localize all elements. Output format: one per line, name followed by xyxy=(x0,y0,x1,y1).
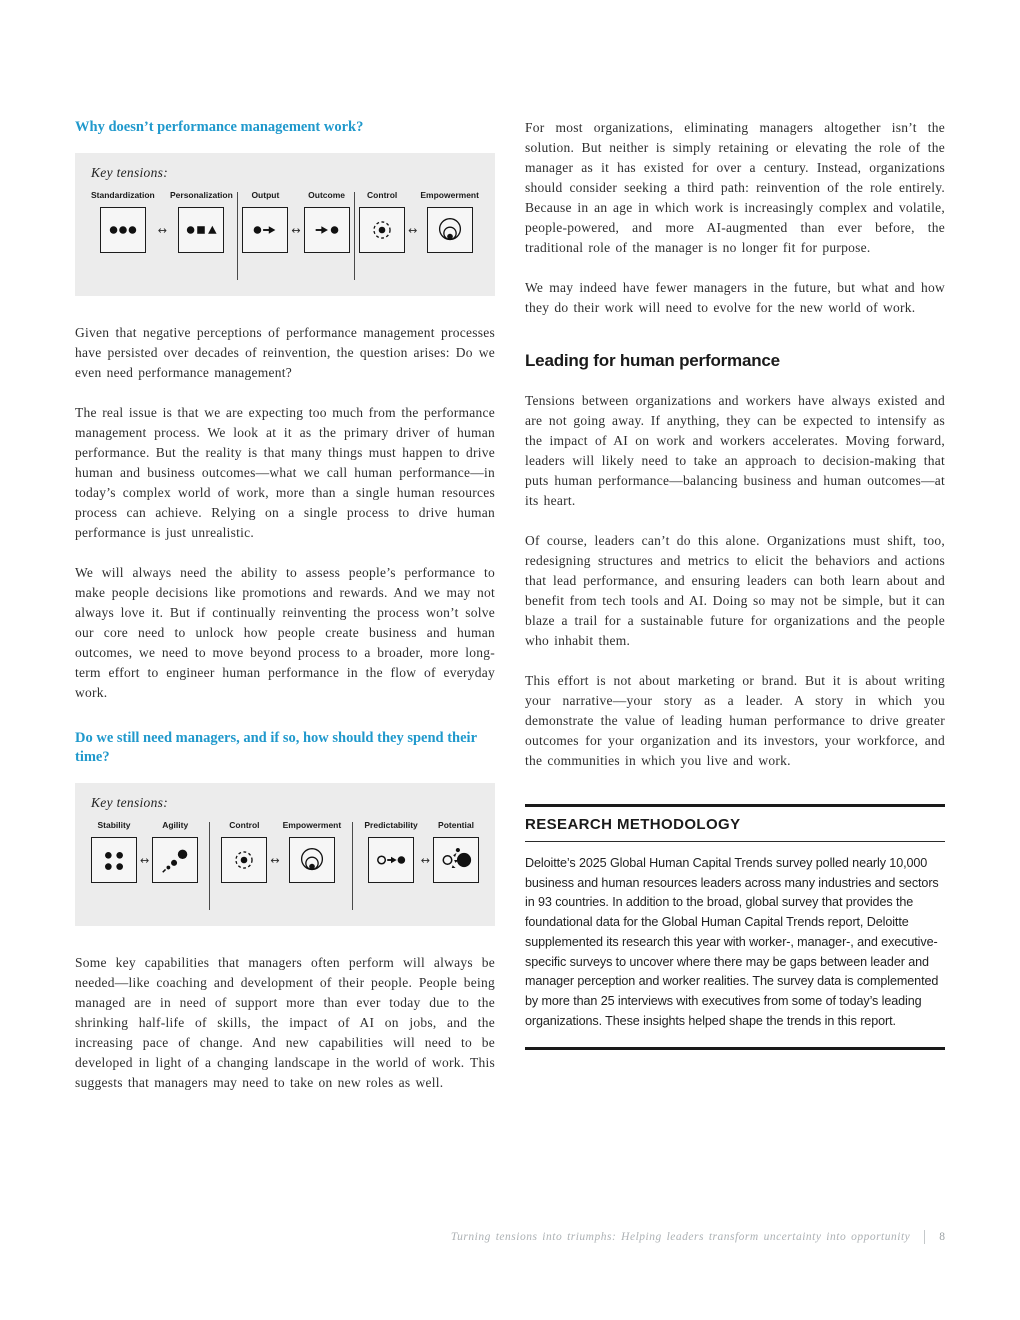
two-column-layout xyxy=(75,118,945,1093)
icon-box xyxy=(221,837,267,883)
tension-label: Empowerment xyxy=(420,190,479,200)
dot-dashed-circle-icon xyxy=(365,213,399,247)
paragraph: We will always need the ability to assess people’s performance to make people decisions like promotions and rewards. And we may not always love it. But if continually reinventing the process won’t solve our core need to unlock how people create business and human outcomes, we need to move beyond process to a broader, more long-term effort to engineer human performance in the flow of everyday work. xyxy=(75,565,495,700)
tension-label: Stability xyxy=(97,820,131,830)
dot-arrow-icon xyxy=(248,213,282,247)
nested-circles-dot-icon xyxy=(433,213,467,247)
tension-pair-control-empowerment xyxy=(359,190,479,253)
tension-pair-predictability-potential xyxy=(364,820,479,883)
key-tensions-label: Key tensions: xyxy=(91,795,169,810)
tension-pair-output-outcome xyxy=(242,190,349,253)
key-tensions-label: Key tensions: xyxy=(91,165,169,180)
right-column xyxy=(525,118,945,1093)
tensions-row xyxy=(91,190,479,280)
key-tensions-panel-2 xyxy=(75,783,495,926)
page-number: 8 xyxy=(939,1231,945,1243)
tension-label: Potential xyxy=(438,820,474,830)
tension-label: Control xyxy=(367,190,398,200)
icon-box xyxy=(304,207,350,253)
left-right-arrow-icon: ↔ xyxy=(408,224,418,237)
paragraph: This effort is not about marketing or brand. But it is about writing your narrative—your story as a leader. A story in which you demonstrate the value of leading human performance to drive greater outcomes for your organization and its investors, your workforce, and the communities in which you live and work. xyxy=(525,673,945,768)
circle-arrow-dot-icon xyxy=(374,843,408,877)
ascending-dots-icon xyxy=(158,843,192,877)
icon-box xyxy=(368,837,414,883)
tension-label: Control xyxy=(229,820,260,830)
icon-box xyxy=(359,207,405,253)
circle-arrows-burst-icon xyxy=(439,843,473,877)
tension-label: Personalization xyxy=(169,190,233,200)
tension-item xyxy=(91,820,137,883)
tensions-row xyxy=(91,820,479,910)
tension-label: Predictability xyxy=(364,820,418,830)
tension-label: Agility xyxy=(162,820,189,830)
question-heading-performance-management: Why doesn’t performance management work? xyxy=(75,119,364,135)
tension-item xyxy=(359,190,405,253)
tension-item xyxy=(420,190,479,253)
icon-box xyxy=(433,837,479,883)
key-tensions-panel-1 xyxy=(75,153,495,296)
arrow-dot-icon xyxy=(310,213,344,247)
title-rule xyxy=(525,841,945,842)
paragraph: Given that negative perceptions of performance management processes have persisted over decades of reinvention, the question arises: Do we even need performance management? xyxy=(75,325,495,380)
left-right-arrow-icon: ↔ xyxy=(157,224,167,237)
tension-item xyxy=(364,820,417,883)
panel-divider xyxy=(209,822,210,910)
tension-pair-control-empowerment xyxy=(221,820,341,883)
nested-circles-dot-icon xyxy=(295,843,329,877)
tension-item xyxy=(242,190,288,253)
paragraph: Tensions between organizations and workers have always existed and are not going away. If anything, they can be expected to intensify as the impact of AI on work and workers accelerates. Moving forward, leaders will likely need to take an approach to decision-making that puts human performance—balancing business and human outcomes—at its heart. xyxy=(525,393,945,508)
tension-label: Empowerment xyxy=(282,820,342,830)
dot-dashed-circle-icon xyxy=(227,843,261,877)
tension-item xyxy=(91,190,155,253)
icon-box xyxy=(178,207,224,253)
circle-square-triangle-icon xyxy=(184,213,218,247)
footer-divider xyxy=(924,1230,925,1244)
icon-box xyxy=(100,207,146,253)
tension-label: Outcome xyxy=(308,190,346,200)
research-methodology-body: Deloitte’s 2025 Global Human Capital Trends survey polled nearly 10,000 business and human resources leaders across many industries and sectors in 93 countries. In addition to the broad, global survey that provides the foundational data for the Global Human Capital Trends report, Deloitte supplemented its research this year with worker-, manager-, and executive-specific surveys to uncover where there may be gaps between leader and manager perception and worker realities. The survey data is complemented by more than 25 interviews with executives from some of today’s leading organizations. These insights helped shape the trends in this report. xyxy=(525,856,939,1028)
section-heading-leading-for-human-performance: Leading for human performance xyxy=(525,351,780,370)
panel-divider xyxy=(354,192,355,280)
research-methodology-title: RESEARCH METHODOLOGY xyxy=(525,816,741,833)
research-methodology-section xyxy=(525,804,945,1050)
paragraph: For most organizations, eliminating managers altogether isn’t the solution. But neither is simply retaining or elevating the role of the manager as it has existed for over a century. Instead, organizations should consider seeking a third path: reinvention of the role entirely. Because in an age in which work is increasingly complex and volatile, people-powered, and more AI-augmented than ever before, the traditional role of the manager is no longer fit for purpose. xyxy=(525,120,945,255)
left-right-arrow-icon: ↔ xyxy=(140,854,150,867)
paragraph: Some key capabilities that managers often perform will always be needed—like coaching and development of their people. People being managed are in need of support more than ever today due to the shrinking half-life of skills, the impact of AI on jobs, and the increasing pace of change. And new capabilities will need to be developed in light of a changing landscape in the world of work. This suggests that managers may need to take on new roles as well. xyxy=(75,955,495,1090)
left-column xyxy=(75,118,495,1093)
icon-box xyxy=(289,837,335,883)
icon-box xyxy=(152,837,198,883)
tension-label: Output xyxy=(251,190,280,200)
panel-divider xyxy=(237,192,238,280)
page-footer xyxy=(451,1230,945,1244)
icon-box xyxy=(91,837,137,883)
paragraph: We may indeed have fewer managers in the future, but what and how they do their work will need to evolve for the new world of work. xyxy=(525,280,945,315)
tension-item xyxy=(221,820,267,883)
icon-box xyxy=(427,207,473,253)
tension-item xyxy=(433,820,479,883)
footer-report-title: Turning tensions into triumphs: Helping leaders transform uncertainty into opportunity xyxy=(450,1231,911,1243)
tension-item xyxy=(170,190,233,253)
three-dots-icon xyxy=(106,213,140,247)
tension-pair-stability-agility xyxy=(91,820,198,883)
left-right-arrow-icon: ↔ xyxy=(420,854,430,867)
four-dots-icon xyxy=(97,843,131,877)
question-heading-managers: Do we still need managers, and if so, how should they spend their time? xyxy=(75,730,477,765)
tension-label: Standardization xyxy=(91,190,155,200)
tension-pair-standardization-personalization xyxy=(91,190,233,253)
paragraph: The real issue is that we are expecting too much from the performance management process. We look at it as the primary driver of human performance. But the reality is that many things must happen to drive human and business outcomes—what we call human performance—in today’s complex world of work, more than a single human resources process can achieve. Relying on a single process to drive human performance is just unrealistic. xyxy=(75,405,495,540)
left-right-arrow-icon: ↔ xyxy=(270,854,280,867)
tension-item xyxy=(283,820,342,883)
icon-box xyxy=(242,207,288,253)
paragraph: Of course, leaders can’t do this alone. Organizations must shift, too, redesigning structures and metrics to elicit the behaviors and actions that lead performance, and ensuring leaders can both learn about and benefit from tech tools and AI. Doing so may not be simple, but it can blaze a trail for a sustainable future for organizations and the people who inhabit them. xyxy=(525,533,945,648)
panel-divider xyxy=(352,822,353,910)
left-right-arrow-icon: ↔ xyxy=(291,224,301,237)
tension-item xyxy=(304,190,350,253)
tension-item xyxy=(152,820,198,883)
